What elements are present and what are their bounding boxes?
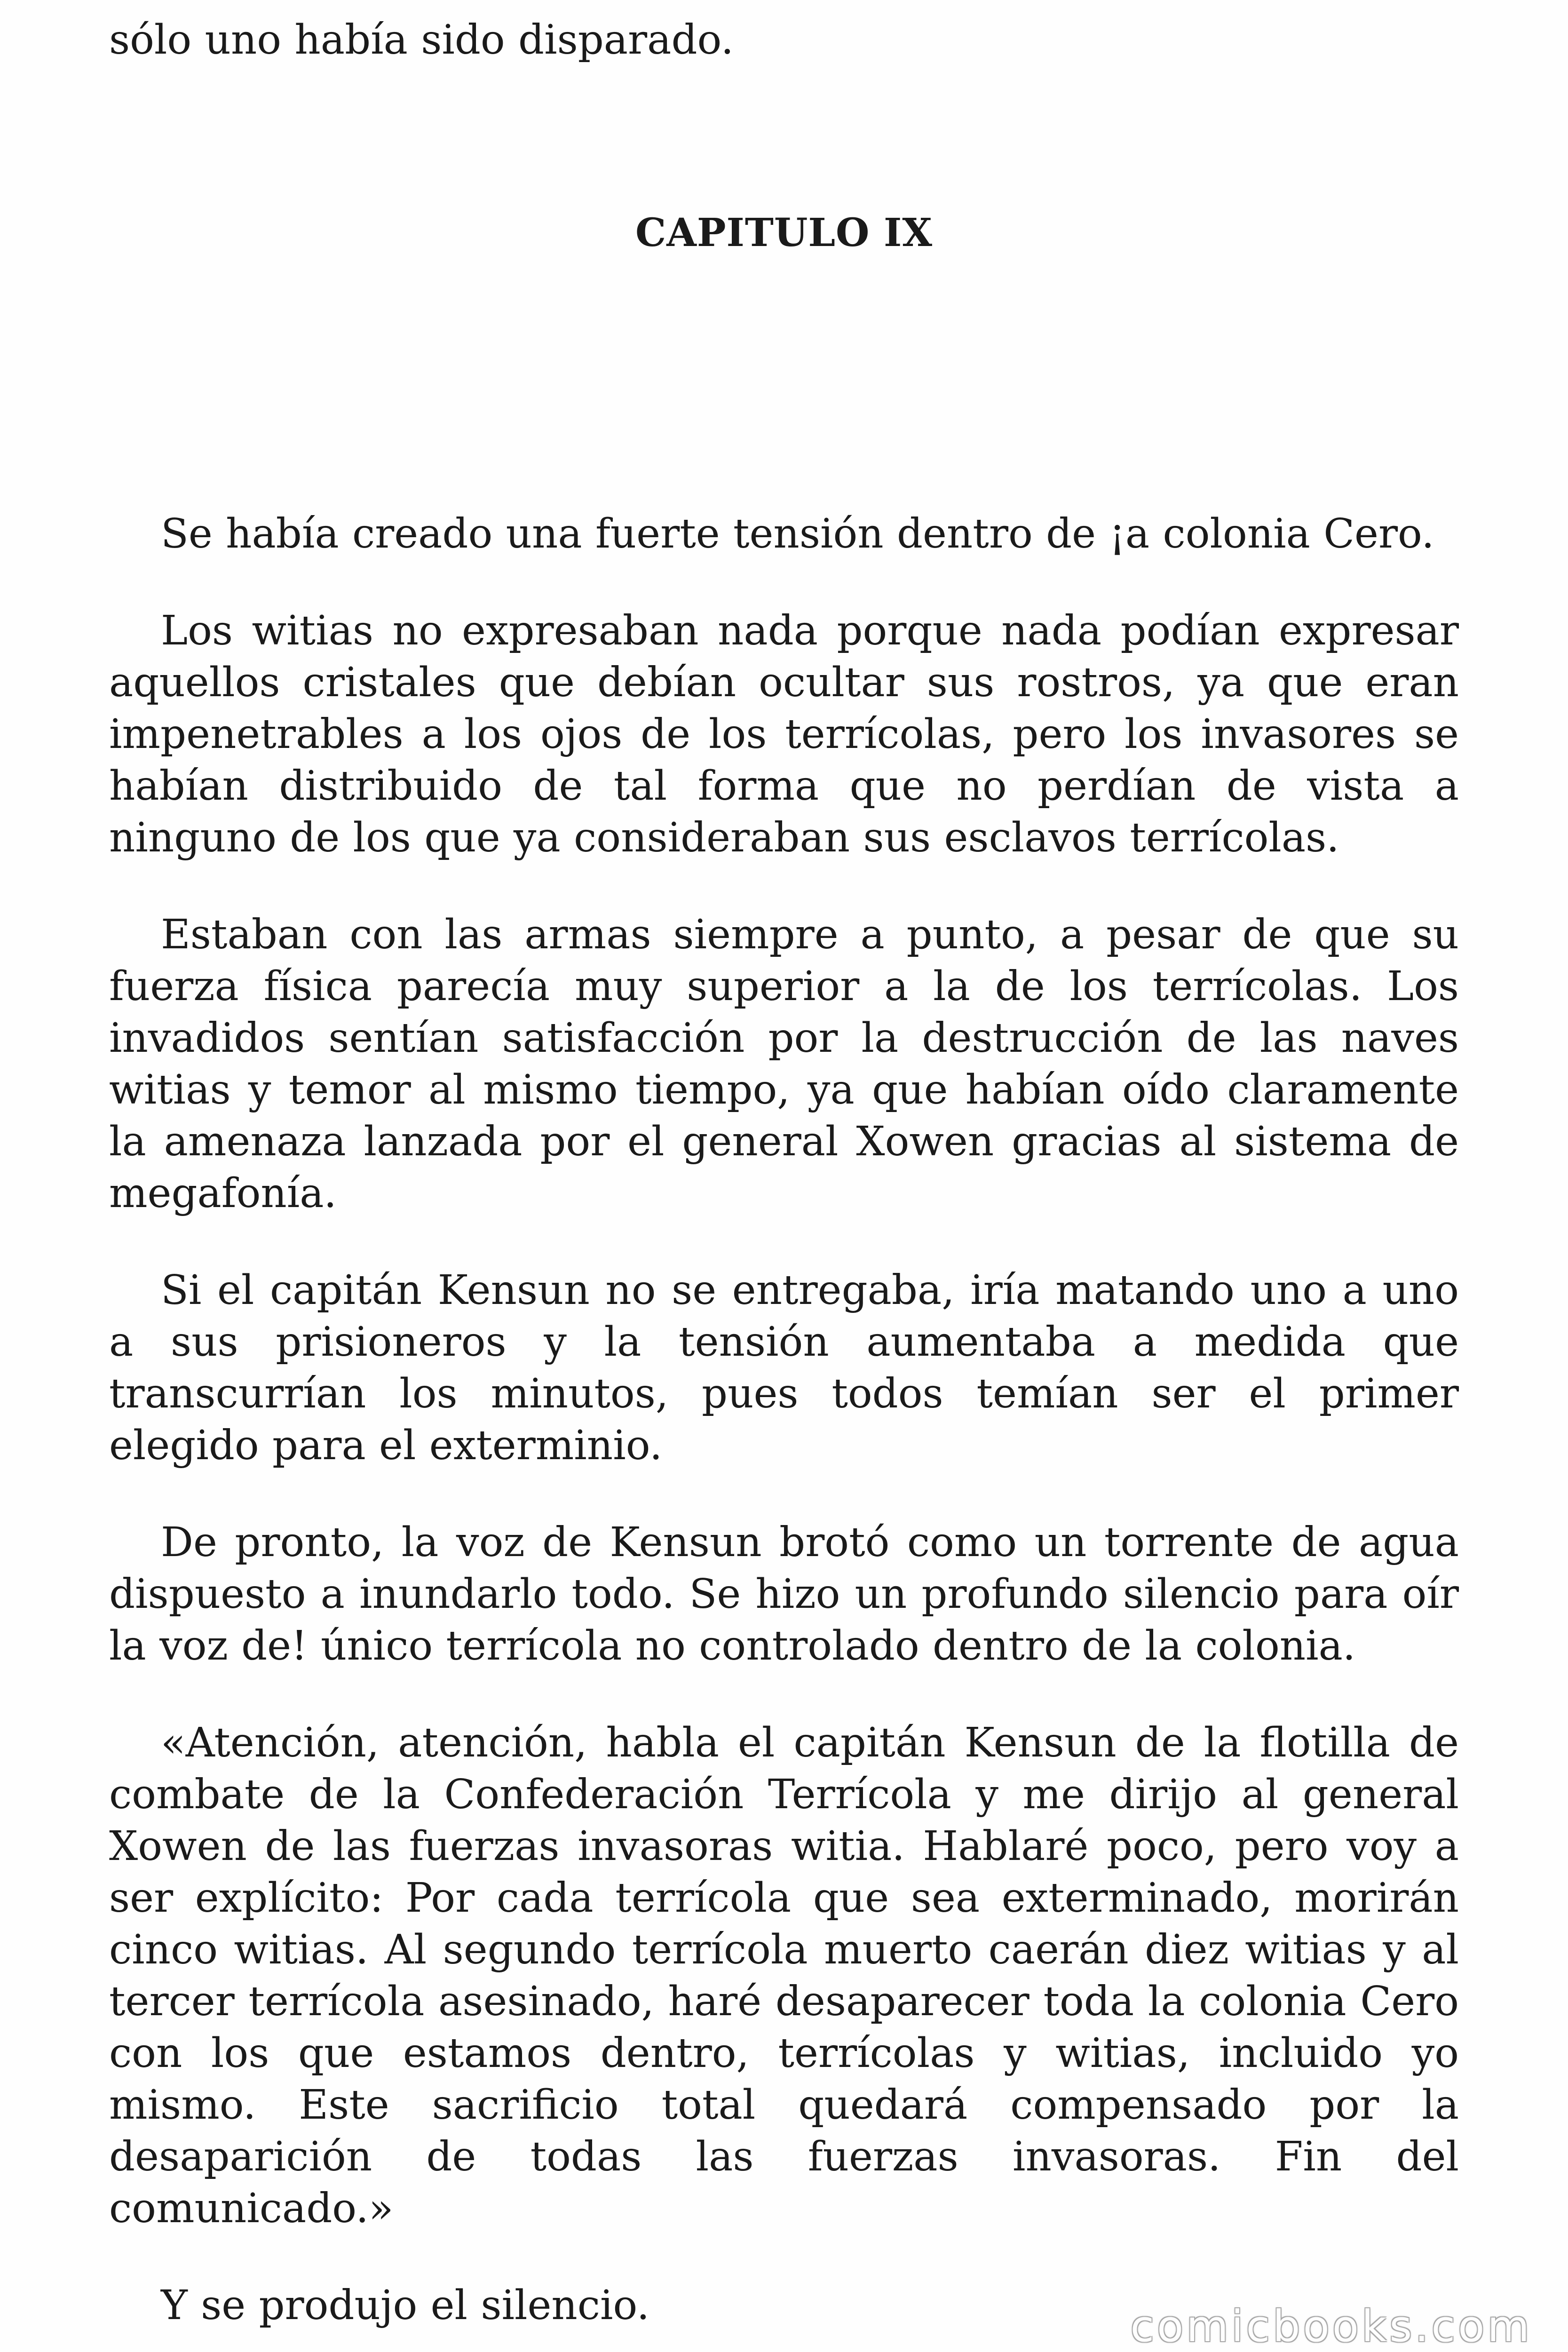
paragraph: Se había creado una fuerte tensión dentro de ¡a colonia Cero. (161, 510, 1434, 557)
paragraph-gap (109, 1471, 1459, 1517)
paragraph: «Atención, atención, habla el capitán Kensun de la flotilla de combate de la Confederación Terrícola y me dirijo al general Xowen de las fuerzas invasoras witia. Hablaré poco, pero voy a ser explícito: Por cada terrícola que sea exterminado, morirán cinco witias. Al segundo terrícola muerto caerán diez witias y al tercer terrícola asesinado, haré desaparecer toda la colonia Cero con los que estamos dentro, terrícolas y witias, incluido yo mismo. Este sacrificio total quedará compensado por la desaparición de todas las fuerzas invasoras. Fin del comunicado.» (109, 1719, 1459, 2232)
spacer (109, 259, 1459, 508)
paragraph: Estaban con las armas siempre a punto, a pesar de que su fuerza física parecía muy superior a la de los terrícolas. Los invadidos sentían satisfacción por la destrucción de las naves witias y temor al mismo tiempo, ya que habían oído claramente la amenaza lanzada por el general Xowen gracias al sistema de megafonía. (109, 911, 1459, 1217)
paragraph: Y se produjo el silencio. (161, 2282, 650, 2329)
page-content (109, 14, 1459, 2352)
paragraph-gap (109, 864, 1459, 909)
paragraph: De pronto, la voz de Kensun brotó como un torrente de agua dispuesto a inundarlo todo. Se hizo un profundo silencio para oír la voz de! único terrícola no controlado dentro de la colonia. (109, 1519, 1459, 1669)
paragraph: Los witias no expresaban nada porque nada podían expresar aquellos cristales que debían ocultar sus rostros, ya que eran impenetrables a los ojos de los terrícolas, pero los invasores se habían distribuido de tal forma que no perdían de vista a ninguno de los que ya consideraban sus esclavos terrícolas. (109, 607, 1459, 861)
chapter-title: CAPITULO IX (635, 210, 933, 255)
spacer (109, 66, 1459, 207)
paragraph-gap (109, 2234, 1459, 2280)
paragraph-gap (109, 1219, 1459, 1264)
paragraph: Si el capitán Kensun no se entregaba, iría matando uno a uno a sus prisioneros y la tensión aumentaba a medida que transcurrían los minutos, pues todos temían ser el primer elegido para el exterminio. (109, 1267, 1459, 1469)
watermark: comicbooks.com (1130, 2301, 1532, 2352)
paragraph-gap (109, 560, 1459, 605)
paragraph-gap (109, 1672, 1459, 1717)
opening-line: sólo uno había sido disparado. (109, 16, 734, 64)
